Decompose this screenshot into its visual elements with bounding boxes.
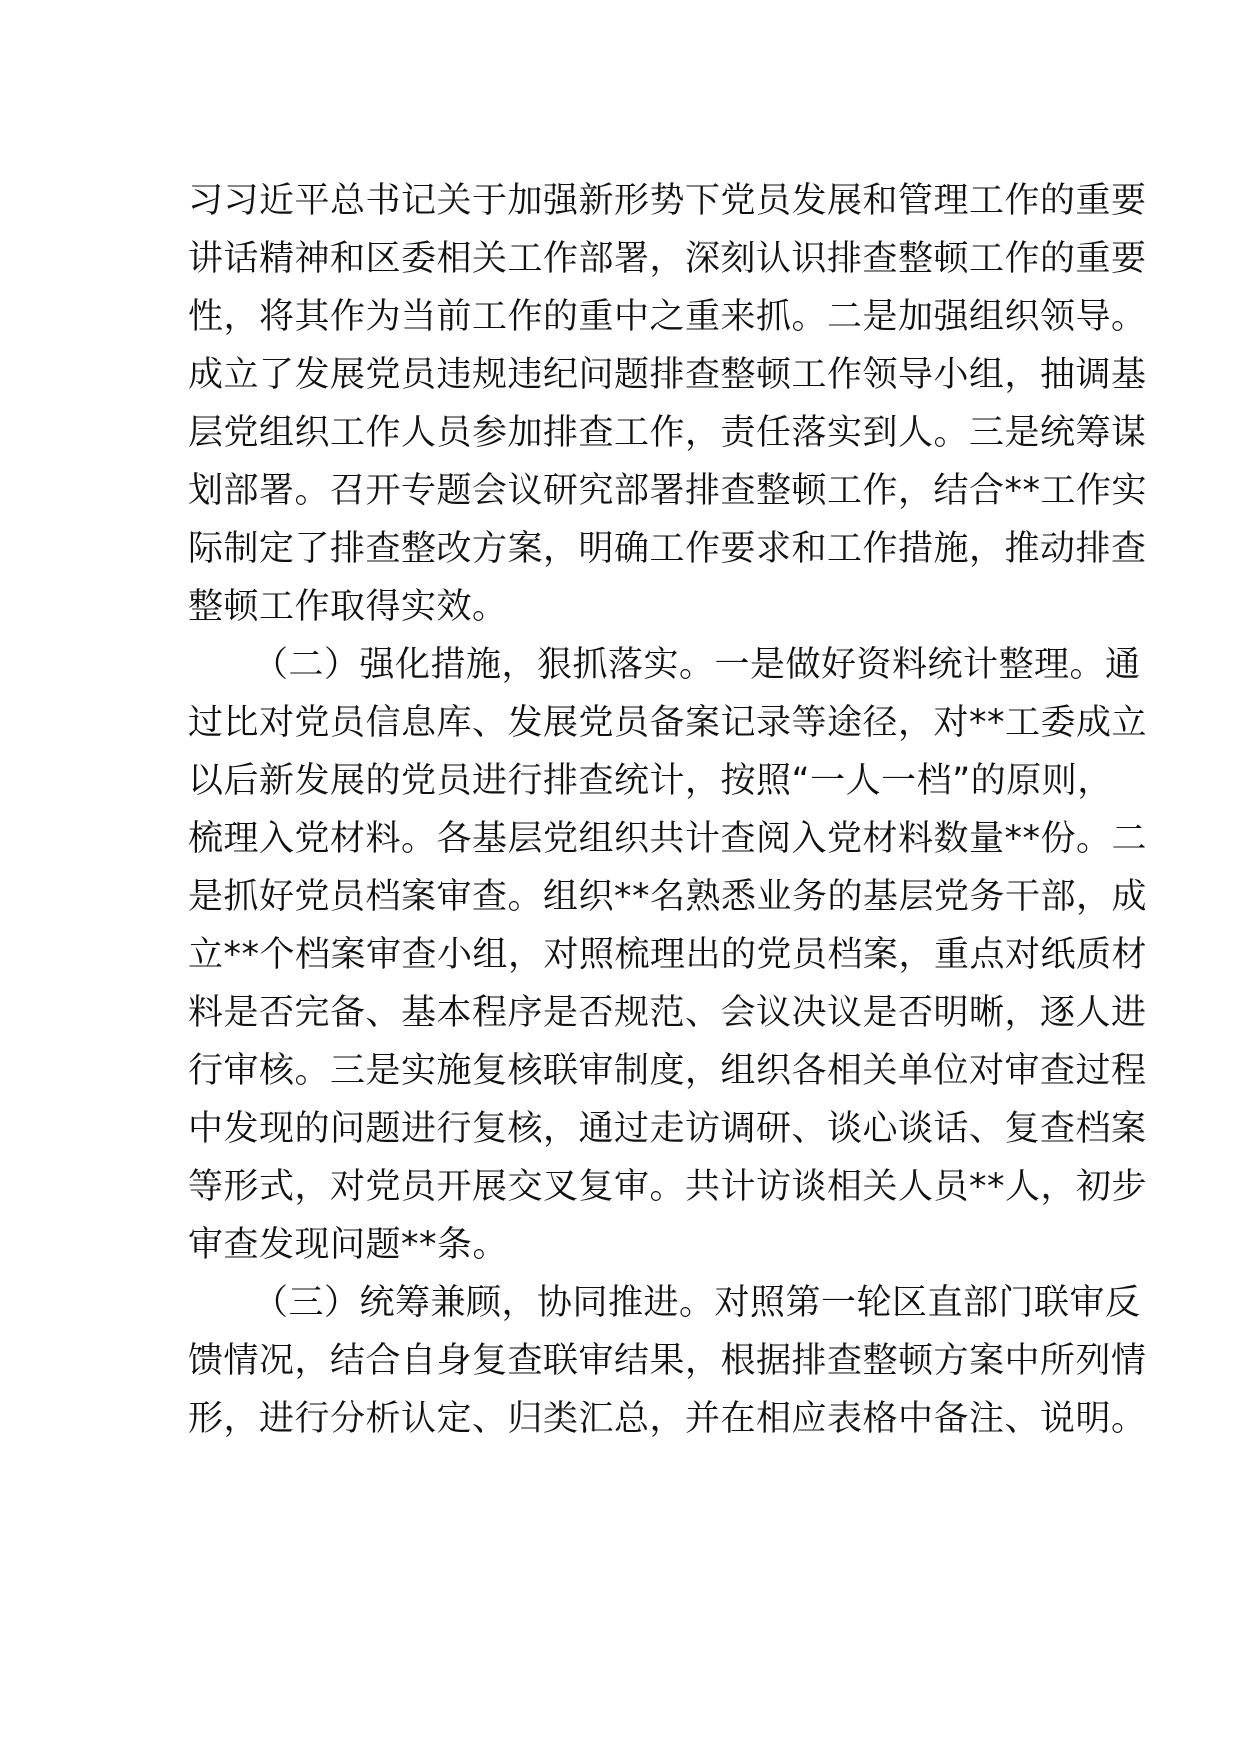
text-line-19: 审查发现问题**条。 [188,1225,509,1265]
text-line-14: 立**个档案审查小组，对照梳理出的党员档案，重点对纸质材 [188,935,1148,975]
text-line-12: 梳理入党材料。各基层党组织共计查阅入党材料数量**份。二 [188,819,1148,859]
text-line-7: 际制定了排查整改方案，明确工作要求和工作措施，推动排查 [188,529,1147,569]
text-line-17: 中发现的问题进行复核，通过走访调研、谈心谈话、复查档案 [188,1109,1147,1149]
text-line-5: 层党组织工作人员参加排查工作，责任落实到人。三是统筹谋 [188,413,1147,453]
text-line-10: 过比对党员信息库、发展党员备案记录等途径，对**工委成立 [188,703,1148,743]
text-line-18: 等形式，对党员开展交叉复审。共计访谈相关人员**人，初步 [188,1167,1148,1207]
text-line-13: 是抓好党员档案审查。组织**名熟悉业务的基层党务干部，成 [188,877,1148,917]
text-line-1: 习习近平总书记关于加强新形势下党员发展和管理工作的重要 [188,181,1147,221]
text-line-9: （二）强化措施，狠抓落实。一是做好资料统计整理。通 [253,645,1141,685]
text-line-6: 划部署。召开专题会议研究部署排查整顿工作，结合**工作实 [188,471,1148,511]
text-line-22: 形，进行分析认定、归类汇总，并在相应表格中备注、说明。 [188,1399,1147,1439]
text-line-4: 成立了发展党员违规违纪问题排查整顿工作领导小组，抽调基 [188,355,1147,395]
text-line-15: 料是否完备、基本程序是否规范、会议决议是否明晰，逐人进 [188,993,1147,1033]
text-line-3: 性，将其作为当前工作的重中之重来抓。二是加强组织领导。 [188,297,1147,337]
text-line-8: 整顿工作取得实效。 [188,587,508,627]
text-line-21: 馈情况，结合自身复查联审结果，根据排查整顿方案中所列情 [188,1341,1147,1381]
text-line-2: 讲话精神和区委相关工作部署，深刻认识排查整顿工作的重要 [188,239,1147,279]
text-line-11: 以后新发展的党员进行排查统计，按照“一人一档”的原则， [188,761,1113,801]
text-line-20: （三）统筹兼顾，协同推进。对照第一轮区直部门联审反 [253,1283,1141,1323]
text-line-16: 行审核。三是实施复核联审制度，组织各相关单位对审查过程 [188,1051,1147,1091]
